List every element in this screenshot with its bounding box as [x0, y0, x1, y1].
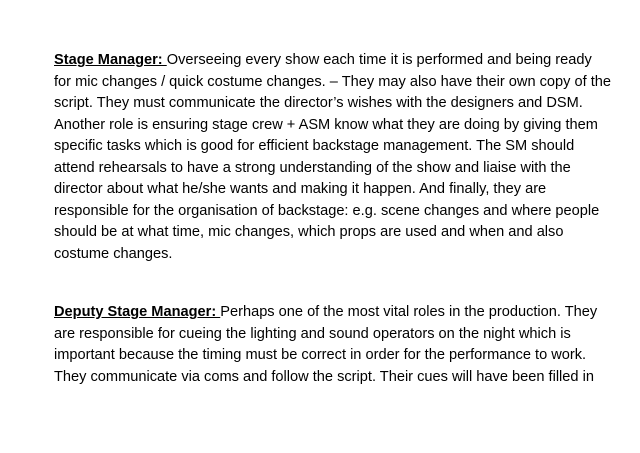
- paragraph-line: responsible for the organisation of backstage: e.g. scene changes and where people: [54, 202, 600, 219]
- paragraph-line: attend rehearsals to have a strong understanding of the show and liaise with the: [54, 159, 571, 176]
- paragraph-line: Another role is ensuring stage crew + ASM know what they are doing by giving them: [54, 116, 598, 133]
- paragraph-line: important because the timing must be correct in order for the performance to work.: [54, 347, 587, 363]
- paragraph-text: Perhaps one of the most vital roles in the production. They: [220, 304, 598, 320]
- paragraph-line: specific tasks which is good for efficient backstage management. The SM should: [54, 138, 575, 154]
- paragraph-text: Overseeing every show each time it is performed and being ready: [166, 52, 592, 68]
- paragraph-line: for mic changes / quick costume changes. – They may also have their own copy of the: [54, 73, 612, 90]
- paragraph-line: costume changes.: [54, 245, 173, 262]
- paragraph-line: should be at what time, mic changes, which props are used and when and also: [54, 224, 564, 240]
- paragraph-line: [54, 50, 594, 72]
- paragraph-line: director about what he/she wants and making it happen. And finally, they are: [54, 181, 547, 197]
- paragraph-line: script. They must communicate the director’s wishes with the designers and DSM.: [54, 95, 583, 111]
- stage-manager-heading: Stage Manager:: [54, 52, 167, 68]
- deputy-stage-manager-heading: Deputy Stage Manager:: [54, 304, 221, 320]
- paragraph-line: are responsible for cueing the lighting and sound operators on the night which is: [54, 325, 571, 342]
- stage-manager-paragraph: [54, 50, 612, 265]
- paragraph-line: [54, 302, 598, 324]
- deputy-stage-manager-paragraph: [54, 302, 598, 388]
- paragraph-line: They communicate via coms and follow the script. Their cues will have been filled in: [54, 368, 594, 385]
